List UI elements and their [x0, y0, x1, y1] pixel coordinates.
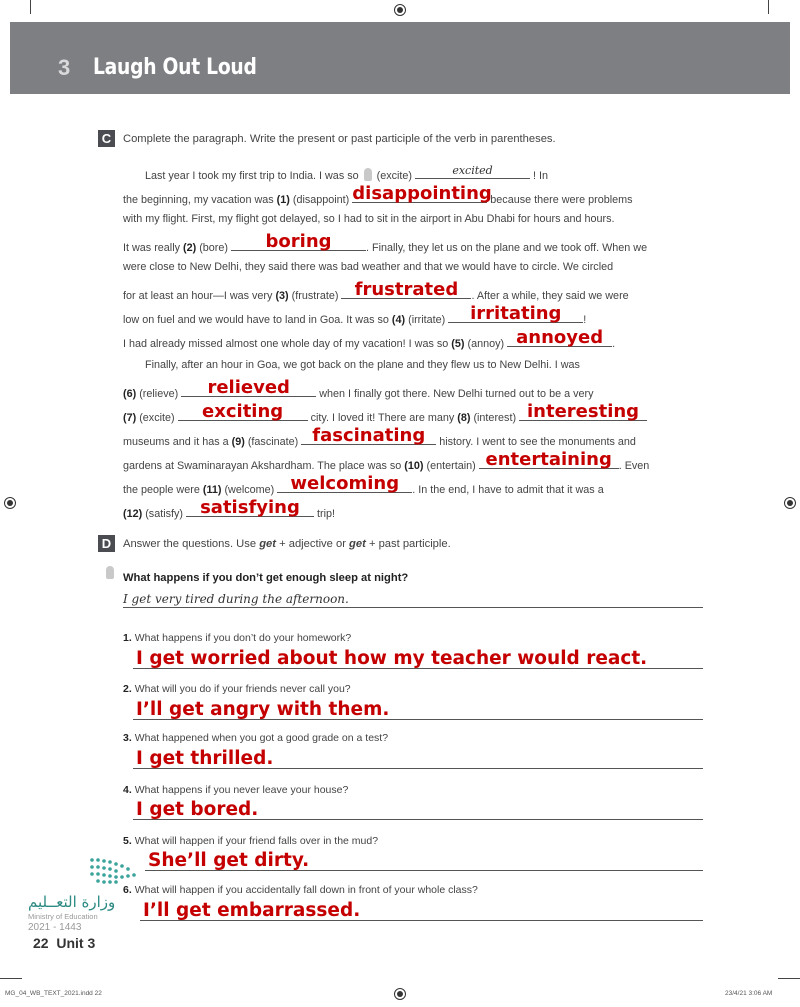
answer-blank-3[interactable]: frustrated	[341, 285, 471, 299]
answer-blank-9[interactable]: fascinating	[301, 431, 436, 445]
paragraph-line: museums and it has a (9) (fascinate) fascinating history. I went to see the monuments and	[123, 425, 636, 448]
crop-mark	[0, 978, 22, 979]
paragraph-line: for at least an hour—I was very (3) (frustrate) frustrated . After a while, they said we were	[123, 279, 629, 302]
question-3: 3. What happened when you got a good grade on a test?	[123, 732, 389, 744]
ministry-logo-icon	[88, 856, 148, 886]
registration-mark-icon	[394, 4, 406, 16]
lightbulb-icon	[364, 168, 372, 181]
paragraph-line: were close to New Delhi, they said there was bad weather and that we would have to circle. We circled	[123, 261, 614, 273]
answer-blank-1[interactable]: disappointing	[352, 183, 492, 204]
answer-blank-8[interactable]: interesting	[519, 407, 647, 421]
paragraph-line: I had already missed almost one whole day of my vacation! I was so (5) (annoy) annoyed .	[123, 327, 616, 350]
section-c-label: C	[98, 130, 115, 147]
answer-blank-6[interactable]: relieved	[181, 383, 316, 397]
academic-year: 2021 - 1443	[28, 922, 82, 933]
answer-4: I get bored.	[136, 799, 259, 820]
date-slug: 23/4/21 3:06 AM	[725, 990, 773, 997]
page-footer	[33, 935, 95, 951]
question-2: 2. What will you do if your friends never call you?	[123, 683, 351, 695]
answer-6: I’ll get embarrassed.	[143, 900, 361, 921]
paragraph-line: (7) (excite) exciting city. I loved it! There are many (8) (interest) interesting	[123, 407, 647, 424]
ministry-name-arabic: وزارة التعــليم	[28, 893, 116, 911]
paragraph-line: gardens at Swaminarayan Akshardham. The place was so (10) (entertain) entertaining . Even	[123, 449, 650, 472]
paragraph-line: Last year I took my first trip to India. I was so (excite) excited ! In	[145, 164, 549, 182]
answer-line-3[interactable]	[133, 746, 703, 769]
section-d-label: D	[98, 535, 115, 552]
answer-blank-12[interactable]: satisfying	[186, 503, 314, 517]
registration-mark-icon	[784, 497, 796, 509]
paragraph-line: the people were (11) (welcome) welcoming . In the end, I have to admit that it was a	[123, 473, 604, 496]
question-4: 4. What happens if you never leave your house?	[123, 784, 349, 796]
example-answer-line	[123, 589, 703, 608]
registration-mark-icon	[394, 988, 406, 1000]
paragraph-line: It was really (2) (bore) boring . Finally, they let us on the plane and we took off. When we	[123, 231, 648, 254]
section-d-instruction: Answer the questions. Use get + adjective or get + past participle.	[123, 538, 451, 550]
answer-blank-5[interactable]: annoyed	[507, 333, 612, 347]
answer-blank-4[interactable]: irritating	[448, 309, 583, 323]
footer-unit-label: Unit 3	[56, 935, 96, 951]
answer-line-2[interactable]	[133, 697, 703, 720]
answer-5: She’ll get dirty.	[148, 850, 310, 871]
paragraph-line: Finally, after an hour in Goa, we got back on the plane and they flew us to New Delhi. I was	[145, 359, 580, 371]
crop-mark	[768, 0, 769, 14]
paragraph-line: (12) (satisfy) satisfying trip!	[123, 497, 335, 520]
example-answer: I get very tired during the afternoon.	[123, 592, 349, 606]
registration-mark-icon	[4, 497, 16, 509]
answer-blank-7[interactable]: exciting	[178, 407, 308, 421]
question-6: 6. What will happen if you accidentally fall down in front of your whole class?	[123, 884, 478, 896]
answer-2: I’ll get angry with them.	[136, 699, 390, 720]
answer-blank-11[interactable]: welcoming	[277, 479, 412, 493]
question-5: 5. What will happen if your friend falls over in the mud?	[123, 835, 379, 847]
paragraph-line: low on fuel and we would have to land in Goa. It was so (4) (irritate) irritating !	[123, 303, 587, 326]
paragraph-line: (6) (relieve) relieved when I finally got there. New Delhi turned out to be a very	[123, 377, 594, 400]
page-number: 22	[33, 935, 49, 951]
example-blank: excited	[415, 165, 530, 179]
paragraph-line: the beginning, my vacation was (1) (disappoint) disappointing because there were problems	[123, 183, 633, 206]
question-1: 1. What happens if you don’t do your homework?	[123, 632, 352, 644]
answer-1: I get worried about how my teacher would react.	[136, 648, 648, 669]
crop-mark	[30, 0, 31, 14]
answer-blank-2[interactable]: boring	[231, 237, 366, 251]
crop-mark	[778, 978, 800, 979]
answer-line-1[interactable]	[133, 646, 703, 669]
section-c-instruction: Complete the paragraph. Write the present or past participle of the verb in parentheses.	[123, 133, 556, 145]
answer-3: I get thrilled.	[136, 748, 274, 769]
paragraph-line: with my flight. First, my flight got delayed, so I had to sit in the airport in Abu Dhabi for hours and hours.	[123, 213, 615, 225]
example-question: What happens if you don’t get enough sleep at night?	[123, 572, 409, 584]
unit-number: 3	[58, 55, 71, 80]
answer-line-6[interactable]	[140, 898, 703, 921]
file-slug: MG_04_WB_TEXT_2021.indd 22	[5, 990, 102, 997]
answer-line-5[interactable]	[145, 848, 703, 871]
unit-title: Laugh Out Loud	[93, 55, 257, 80]
ministry-name-english: Ministry of Education	[28, 912, 98, 921]
answer-blank-10[interactable]: entertaining	[479, 455, 619, 469]
lightbulb-icon	[106, 566, 114, 579]
answer-line-4[interactable]	[133, 797, 703, 820]
